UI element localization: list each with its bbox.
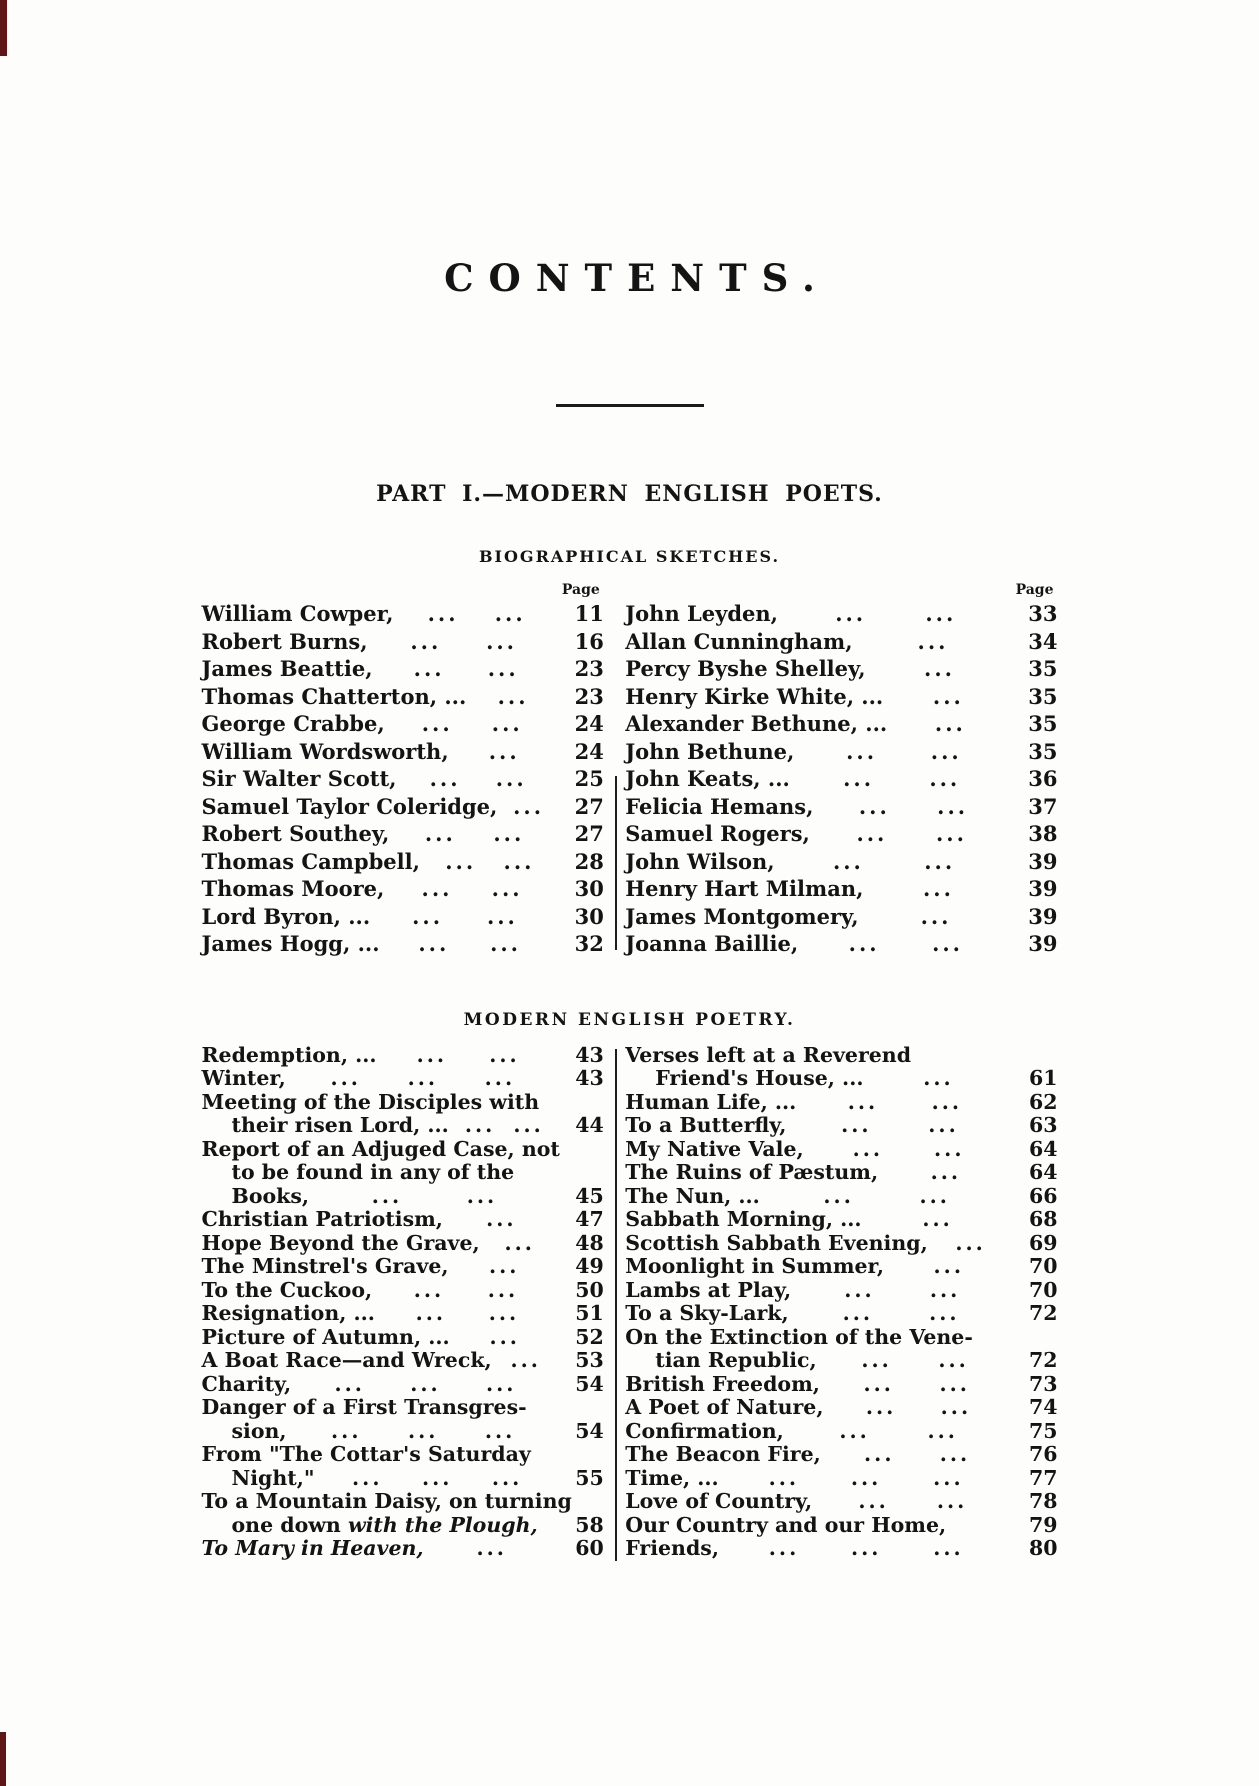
toc-entry: The Beacon Fire, ... ... 76 xyxy=(625,1442,1058,1466)
toc-entry: Samuel Rogers, ... ... 38 xyxy=(625,821,1058,846)
page-column-label: Page xyxy=(561,582,600,598)
toc-entry: Friends, ... ... ... 80 xyxy=(625,1536,1058,1560)
toc-entry: Alexander Bethune, ... ... 35 xyxy=(625,711,1058,736)
poetry-rows-left xyxy=(202,1044,604,1561)
section-heading-biographical: BIOGRAPHICAL SKETCHES. xyxy=(478,547,781,566)
toc-entry: William Cowper, ... ... 11 xyxy=(201,601,604,626)
toc-entry: A Boat Race—and Wreck, ... 53 xyxy=(201,1348,604,1372)
toc-entry: Human Life, ... ... ... 62 xyxy=(625,1089,1058,1114)
toc-entry: Hope Beyond the Grave, ... 48 xyxy=(201,1230,604,1255)
scan-edge-artifact-top xyxy=(0,0,7,56)
section-heading-poetry: MODERN ENGLISH POETRY. xyxy=(463,1009,796,1030)
toc-entry: George Crabbe, ... ... 24 xyxy=(201,711,604,736)
toc-entry: Henry Hart Milman, ... 39 xyxy=(625,876,1058,901)
toc-entry: Percy Byshe Shelley, ... 35 xyxy=(625,656,1058,681)
toc-entry: John Wilson, ... ... 39 xyxy=(625,848,1058,874)
bio-rows-right xyxy=(625,600,1057,958)
toc-entry: Thomas Chatterton, ... ... 23 xyxy=(201,683,604,709)
toc-entry: Thomas Campbell, ... ... 28 xyxy=(201,848,604,874)
toc-entry: The Minstrel's Grave, ... 49 xyxy=(201,1254,604,1278)
toc-entry: Sir Walter Scott, ... ... 25 xyxy=(201,766,604,791)
scan-edge-artifact-bottom xyxy=(0,1732,6,1786)
column-divider xyxy=(615,776,617,950)
toc-entry: My Native Vale, ... ... 64 xyxy=(625,1136,1058,1161)
toc-entry: Robert Burns, ... ... 16 xyxy=(201,628,604,654)
bio-column-left xyxy=(202,580,604,958)
bio-column-right xyxy=(625,580,1057,958)
scanned-page xyxy=(202,0,1058,1561)
toc-entry: Meeting of the Disciples with xyxy=(201,1089,540,1114)
biographical-sketches-table xyxy=(202,580,1058,958)
poetry-rows-right xyxy=(625,1044,1057,1561)
toc-entry: Redemption, ... ... ... 43 xyxy=(201,1042,604,1067)
toc-entry: Winter, ... ... ... 43 xyxy=(201,1066,604,1090)
toc-entry: Night," ... ... ... 55 xyxy=(231,1465,604,1490)
toc-entry: Picture of Autumn, ... ... 52 xyxy=(201,1324,604,1349)
toc-entry: Samuel Taylor Coleridge, ... 27 xyxy=(201,793,604,819)
toc-entry: Scottish Sabbath Evening, ... 69 xyxy=(625,1230,1058,1255)
part-heading: PART I.—MODERN ENGLISH POETS. xyxy=(376,481,883,507)
toc-entry: Charity, ... ... ... 54 xyxy=(201,1371,604,1396)
toc-entry: On the Extinction of the Vene- xyxy=(625,1324,973,1349)
toc-entry: British Freedom, ... ... 73 xyxy=(625,1371,1058,1396)
toc-entry: To a Mountain Daisy, on turning xyxy=(201,1489,572,1513)
toc-entry: Moonlight in Summer, ... 70 xyxy=(625,1254,1058,1278)
toc-entry: John Leyden, ... ... 33 xyxy=(625,601,1058,626)
column-divider xyxy=(615,1049,617,1561)
toc-entry: James Beattie, ... ... 23 xyxy=(201,656,604,681)
toc-entry: From "The Cottar's Saturday xyxy=(201,1442,531,1466)
toc-entry: To Mary in Heaven, ... 60 xyxy=(201,1536,604,1560)
toc-entry: To a Sky-Lark, ... ... 72 xyxy=(625,1301,1058,1325)
toc-entry: to be found in any of the xyxy=(231,1160,515,1184)
toc-entry: A Poet of Nature, ... ... 74 xyxy=(625,1395,1058,1419)
toc-entry: To the Cuckoo, ... ... 50 xyxy=(201,1277,604,1302)
toc-entry: Confirmation, ... ... 75 xyxy=(625,1418,1058,1443)
toc-entry: William Wordsworth, ... 24 xyxy=(201,738,604,764)
toc-entry: Joanna Baillie, ... ... 39 xyxy=(625,931,1058,956)
toc-entry: Verses left at a Reverend xyxy=(625,1042,912,1067)
toc-entry: Lambs at Play, ... ... 70 xyxy=(625,1277,1058,1302)
toc-entry: their risen Lord, ... ... ... 44 xyxy=(231,1113,604,1137)
toc-entry: Friend's House, ... ... 61 xyxy=(655,1066,1058,1090)
toc-entry: James Montgomery, ... 39 xyxy=(625,903,1058,929)
toc-entry: sion, ... ... ... 54 xyxy=(231,1418,604,1443)
toc-entry: Sabbath Morning, ... ... 68 xyxy=(625,1207,1058,1231)
toc-entry: one down with the Plough, 58 xyxy=(231,1512,604,1537)
toc-entry: Christian Patriotism, ... 47 xyxy=(201,1207,604,1231)
toc-entry: Thomas Moore, ... ... 30 xyxy=(201,876,604,901)
bio-rows-left xyxy=(202,600,604,958)
toc-entry: Our Country and our Home, 79 xyxy=(625,1512,1058,1537)
toc-entry: Resignation, ... ... ... 51 xyxy=(201,1301,604,1325)
toc-entry: John Bethune, ... ... 35 xyxy=(625,738,1058,764)
modern-english-poetry-table xyxy=(202,1044,1058,1561)
toc-entry: Henry Kirke White, ... ... 35 xyxy=(625,683,1058,709)
toc-entry: Books, ... ... 45 xyxy=(231,1183,604,1208)
poetry-column-left xyxy=(202,1044,604,1561)
toc-entry: Time, ... ... ... ... 77 xyxy=(625,1465,1058,1490)
toc-entry: Felicia Hemans, ... ... 37 xyxy=(625,793,1058,819)
toc-entry: Love of Country, ... ... 78 xyxy=(625,1489,1058,1513)
toc-entry: Lord Byron, ... ... ... 30 xyxy=(201,903,604,929)
poetry-column-right xyxy=(625,1044,1057,1561)
toc-entry: Report of an Adjuged Case, not xyxy=(201,1136,560,1161)
page-column-label: Page xyxy=(1015,582,1054,598)
toc-entry: Robert Southey, ... ... 27 xyxy=(201,821,604,846)
toc-entry: John Keats, ... ... ... 36 xyxy=(625,766,1058,791)
page-title: CONTENTS. xyxy=(444,256,830,300)
title-divider-rule xyxy=(556,404,704,407)
toc-entry: Allan Cunningham, ... 34 xyxy=(625,628,1058,654)
toc-entry: Danger of a First Transgres- xyxy=(201,1395,527,1419)
toc-entry: The Nun, ... ... ... 66 xyxy=(625,1183,1058,1208)
toc-entry: The Ruins of Pæstum, ... 64 xyxy=(625,1160,1058,1184)
toc-entry: James Hogg, ... ... ... 32 xyxy=(201,931,604,956)
toc-entry: tian Republic, ... ... 72 xyxy=(655,1348,1058,1372)
toc-entry: To a Butterfly, ... ... 63 xyxy=(625,1113,1058,1137)
